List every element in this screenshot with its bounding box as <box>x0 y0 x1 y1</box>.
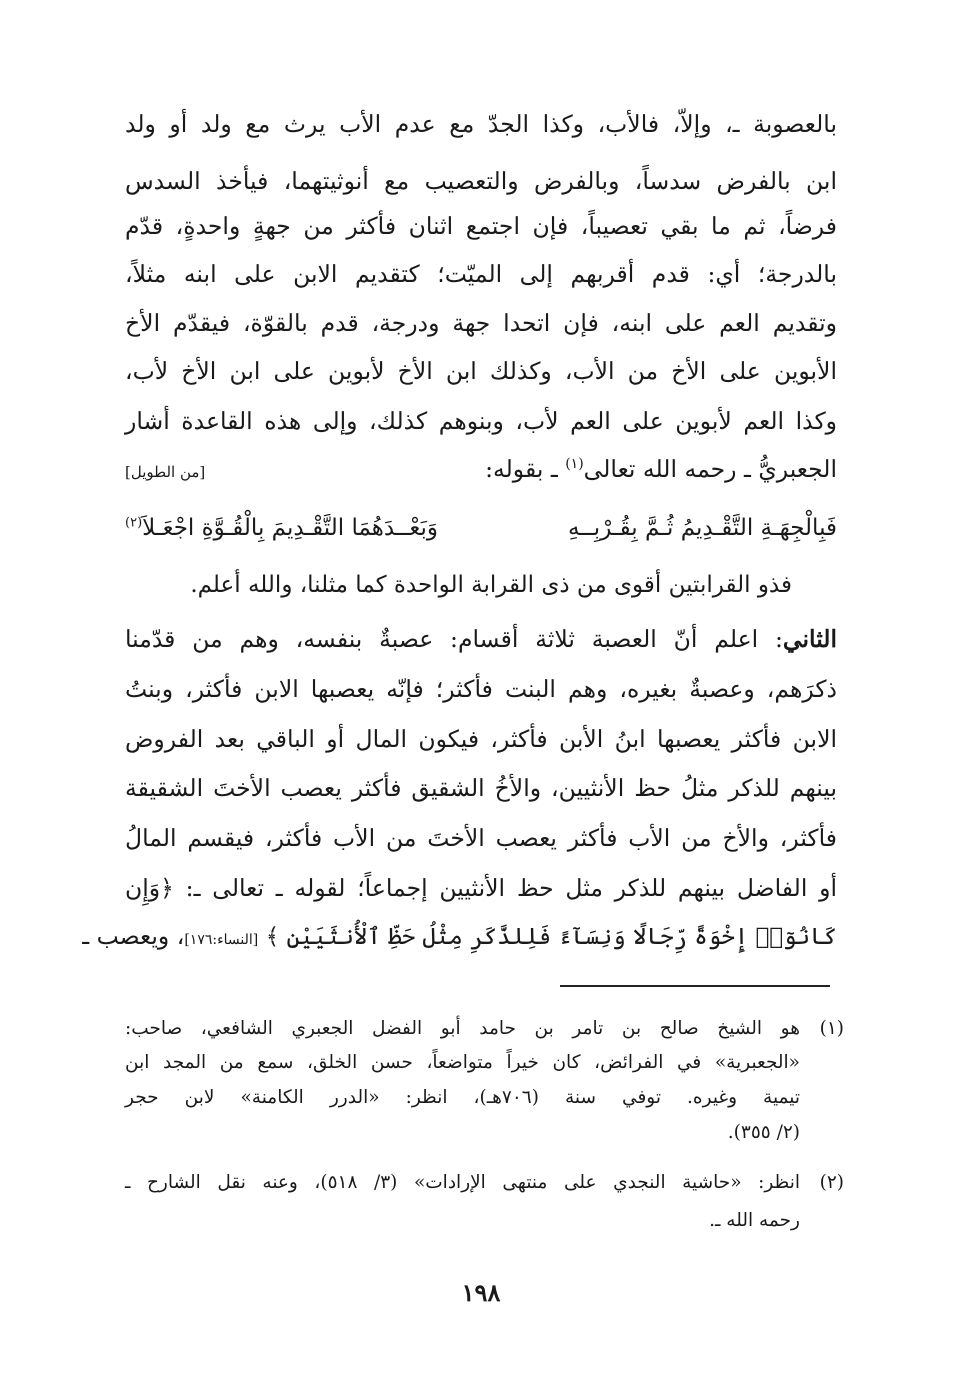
meter-label: [من الطويل] <box>125 463 206 481</box>
body-line: بالعصوبة ـ، وإلاّ، فالأب، وكذا الجدّ مع عدم الأب يرث مع ولد أو ولد <box>125 110 837 138</box>
verse-first-hemistich: فَبِالْجِهَـةِ التَّقْـدِيمُ ثُـمَّ بِقُـرْبِــهِ <box>567 515 837 541</box>
quran-citation: [النساء:١٧٦] <box>184 932 259 948</box>
footnote-line: تيمية وغيره. توفي سنة (٧٠٦هـ)، انظر: «الدرر الكامنة» لابن حجر <box>125 1087 800 1108</box>
footnote-number: (٢) <box>819 1172 844 1193</box>
verse <box>125 515 837 541</box>
body-line: الابن فأكثر يعصبها ابنُ الأبن فأكثر، فيكون المال أو الباقي بعد الفروض <box>125 725 837 753</box>
footnote-line: انظر: «حاشية النجدي على منتهى الإرادات» (٣/ ٥١٨)، وعنه نقل الشارح ـ <box>125 1172 800 1193</box>
quran-verse: كَانُوٓا۟ إِخْوَةً رِّجَالًا وَنِسَآءً فَلِلذَّكَرِ مِثْلُ حَظِّ ٱلْأُنثَيَيْنِ ﴾ <box>265 924 837 950</box>
body-line: بينهم للذكر مثلُ حظ الأنثيين، والأخُ الشقيق فأكثر يعصب الأختَ الشقيقة <box>125 774 837 802</box>
section-first-line: الثاني: اعلم أنّ العصبة ثلاثة أقسام: عصبةٌ بنفسه، وهم من قدّمنا <box>125 625 837 653</box>
footnote-separator <box>560 985 830 987</box>
conclusion-line: فذو القرابتين أقوى من ذى القرابة الواحدة كما مثلنا، والله أعلم. <box>190 572 792 598</box>
body-line: فأكثر، والأخ من الأب فأكثر يعصب الأختَ من الأب فأكثر، فيقسم المالُ <box>125 824 837 852</box>
body-line: الأبوين على الأخ من الأب، وكذلك ابن الأخ لأبوين على ابن الأخ لأب، <box>125 357 837 385</box>
body-line: ذكرَهم، وعصبةٌ بغيره، وهم البنت فأكثر؛ فإنّه يعصبها الابن فأكثر، وبنتُ <box>125 675 837 703</box>
footnote-mark: (١) <box>565 456 584 473</box>
body-line: بالدرجة؛ أي: قدم أقربهم إلى الميّت؛ كتقديم الابن على ابنه مثلاً، <box>125 260 837 288</box>
verse-intro-line <box>125 455 837 483</box>
footnote-line: «الجعبرية» في الفرائض، كان خيراً متواضعاً، حسن الخلق، سمع من المجد ابن <box>125 1052 800 1073</box>
footnote-number: (١) <box>819 1018 844 1039</box>
body-line: أو الفاضل بينهم للذكر مثل حظ الأنثيين إجماعاً؛ لقوله ـ تعالى ـ: ﴿وَإِن <box>125 874 837 902</box>
page-number: ١٩٨ <box>461 1278 501 1307</box>
footnote-line: هو الشيخ صالح بن تامر بن حامد أبو الفضل الجعبري الشافعي، صاحب: <box>125 1018 800 1039</box>
body-line: وكذا العم لأبوين على العم لأب، وبنوهم كذلك، وإلى هذه القاعدة أشار <box>125 407 837 435</box>
section-lead: الثاني <box>782 625 837 653</box>
footnote-line: رحمه الله ـ. <box>709 1210 800 1231</box>
body-line: فرضاً، ثم ما بقي تعصيباً، فإن اجتمع اثنان فأكثر من جهةٍ واحدةٍ، قدّم <box>125 212 837 240</box>
body-line: ابن بالفرض سدساً، وبالفرض والتعصيب مع أنوثيتهما، فيأخذ السدس <box>125 167 837 195</box>
quran-line: كَانُوٓا۟ إِخْوَةً رِّجَالًا وَنِسَآءً فَلِلذَّكَرِ مِثْلُ حَظِّ ٱلْأُنثَيَيْنِ ﴾ [النساء:١٧٦]، ويعصب ـ <box>82 922 837 950</box>
body-line: وتقديم العم على ابنه، فإن اتحدا جهة ودرجة، قدم بالقوّة، فيقدّم الأخ <box>125 309 837 337</box>
verse-intro-text: الجعبريُّ ـ رحمه الله تعالى$^{(١)}$ ـ بقوله: <box>485 455 837 483</box>
footnote-mark: (٢) <box>125 515 143 531</box>
footnote-line: (٢/ ٣٥٥). <box>727 1122 800 1143</box>
verse-second-hemistich: وَبَعْــدَهُمَا التَّقْـدِيمَ بِالْقُـوَّةِ اجْعَـلاَ$^{(٢)}$ <box>125 515 439 541</box>
